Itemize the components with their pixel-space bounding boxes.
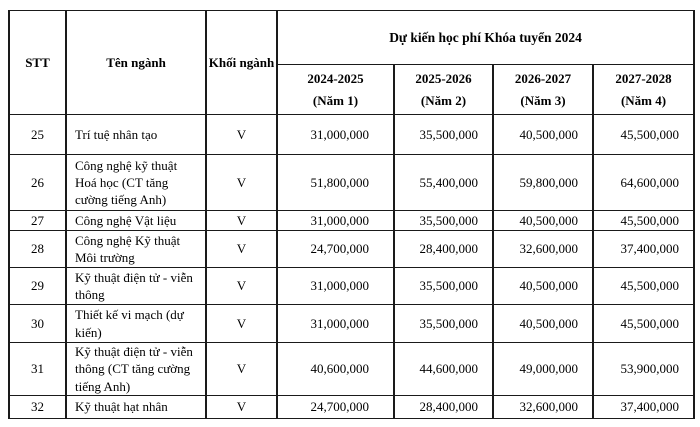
program-name-cell: Công nghệ kỹ thuật Hoá học (CT tăng cường tiếng Anh) xyxy=(66,155,206,211)
fee-cell-year1: 31,000,000 xyxy=(277,305,394,343)
khoi-nganh-cell: V xyxy=(206,268,277,305)
fee-cell-year1: 24,700,000 xyxy=(277,396,394,419)
fee-cell-year1: 24,700,000 xyxy=(277,231,394,268)
fee-cell-year2: 35,500,000 xyxy=(394,211,493,231)
fee-cell-year2: 35,500,000 xyxy=(394,268,493,305)
table-row xyxy=(9,396,694,419)
table-row xyxy=(9,231,694,268)
header-year-2 xyxy=(394,65,493,115)
fee-cell-year2: 35,500,000 xyxy=(394,115,493,155)
fee-cell-year1: 31,000,000 xyxy=(277,211,394,231)
fee-cell-year2: 55,400,000 xyxy=(394,155,493,211)
year-label: (Năm 1) xyxy=(312,93,359,108)
stt-cell: 29 xyxy=(9,268,66,305)
year-range: 2024-2025 xyxy=(307,71,364,86)
header-stt: STT xyxy=(9,11,66,115)
fee-cell-year1: 31,000,000 xyxy=(277,115,394,155)
fee-cell-year2: 28,400,000 xyxy=(394,396,493,419)
fee-cell-year4: 45,500,000 xyxy=(593,268,694,305)
program-name-cell: Kỹ thuật hạt nhân xyxy=(66,396,206,419)
fee-cell-year3: 40,500,000 xyxy=(493,268,593,305)
table-row xyxy=(9,268,694,305)
fee-cell-year3: 40,500,000 xyxy=(493,211,593,231)
khoi-nganh-cell: V xyxy=(206,231,277,268)
table-row xyxy=(9,343,694,396)
stt-cell: 27 xyxy=(9,211,66,231)
fee-cell-year2: 28,400,000 xyxy=(394,231,493,268)
khoi-nganh-cell: V xyxy=(206,155,277,211)
stt-cell: 25 xyxy=(9,115,66,155)
khoi-nganh-cell: V xyxy=(206,396,277,419)
year-range: 2026-2027 xyxy=(514,71,572,86)
khoi-nganh-cell: V xyxy=(206,305,277,343)
program-name-cell: Kỹ thuật điện tử - viễn thông xyxy=(66,268,206,305)
year-label: (Năm 4) xyxy=(620,93,667,108)
khoi-nganh-cell: V xyxy=(206,115,277,155)
fee-cell-year3: 40,500,000 xyxy=(493,305,593,343)
header-fee-group-title: Dự kiến học phí Khóa tuyển 2024 xyxy=(277,11,694,65)
stt-cell: 31 xyxy=(9,343,66,396)
fee-cell-year3: 49,000,000 xyxy=(493,343,593,396)
year-range: 2025-2026 xyxy=(415,71,472,86)
table-row xyxy=(9,155,694,211)
header-year-4 xyxy=(593,65,694,115)
fee-cell-year4: 37,400,000 xyxy=(593,231,694,268)
fee-cell-year3: 32,600,000 xyxy=(493,396,593,419)
year-label: (Năm 2) xyxy=(420,93,467,108)
header-year-3 xyxy=(493,65,593,115)
fee-cell-year4: 53,900,000 xyxy=(593,343,694,396)
program-name-cell: Kỹ thuật điện tử - viễn thông (CT tăng cường tiếng Anh) xyxy=(66,343,206,396)
fee-cell-year4: 45,500,000 xyxy=(593,115,694,155)
header-khoi-nganh: Khối ngành xyxy=(206,11,277,115)
fee-cell-year1: 51,800,000 xyxy=(277,155,394,211)
fee-cell-year2: 35,500,000 xyxy=(394,305,493,343)
fee-cell-year4: 45,500,000 xyxy=(593,211,694,231)
fee-cell-year3: 40,500,000 xyxy=(493,115,593,155)
header-ten-nganh: Tên ngành xyxy=(66,11,206,115)
tuition-fee-table xyxy=(8,10,695,419)
year-label: (Năm 3) xyxy=(520,93,566,108)
khoi-nganh-cell: V xyxy=(206,211,277,231)
fee-cell-year2: 44,600,000 xyxy=(394,343,493,396)
fee-cell-year3: 32,600,000 xyxy=(493,231,593,268)
program-name-cell: Thiết kế vi mạch (dự kiến) xyxy=(66,305,206,343)
stt-cell: 26 xyxy=(9,155,66,211)
table-row xyxy=(9,211,694,231)
stt-cell: 28 xyxy=(9,231,66,268)
table-row xyxy=(9,305,694,343)
program-name-cell: Công nghệ Kỹ thuật Môi trường xyxy=(66,231,206,268)
year-range: 2027-2028 xyxy=(615,71,672,86)
fee-cell-year1: 31,000,000 xyxy=(277,268,394,305)
fee-cell-year4: 64,600,000 xyxy=(593,155,694,211)
fee-cell-year1: 40,600,000 xyxy=(277,343,394,396)
table-row xyxy=(9,115,694,155)
header-row-top xyxy=(9,11,694,65)
stt-cell: 30 xyxy=(9,305,66,343)
stt-cell: 32 xyxy=(9,396,66,419)
fee-cell-year4: 37,400,000 xyxy=(593,396,694,419)
program-name-cell: Công nghệ Vật liệu xyxy=(66,211,206,231)
khoi-nganh-cell: V xyxy=(206,343,277,396)
program-name-cell: Trí tuệ nhân tạo xyxy=(66,115,206,155)
fee-cell-year3: 59,800,000 xyxy=(493,155,593,211)
header-year-1 xyxy=(277,65,394,115)
fee-cell-year4: 45,500,000 xyxy=(593,305,694,343)
